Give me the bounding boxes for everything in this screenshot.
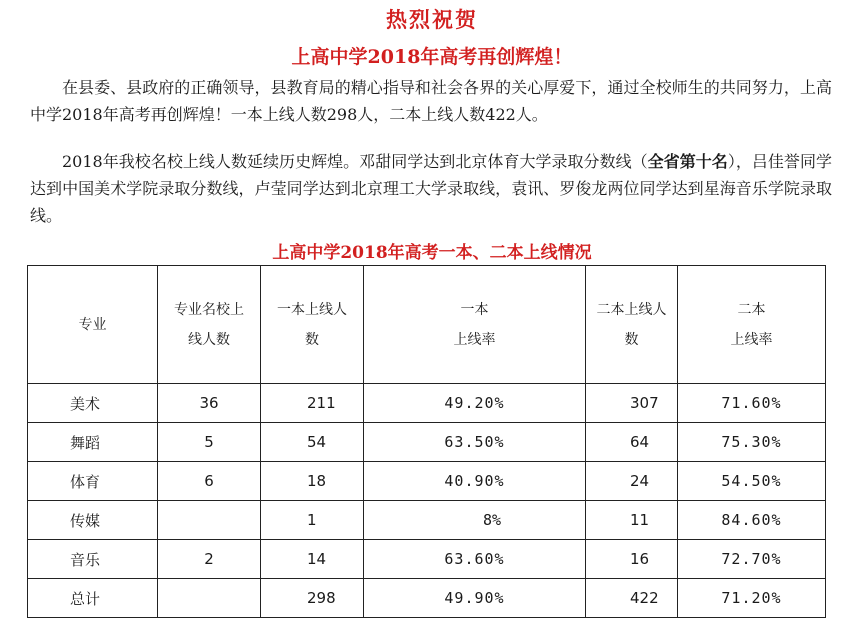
header-tier2-rate-line2: 上线率 [730, 331, 773, 348]
cell-tier1-count: 1 [261, 501, 364, 540]
cell-tier1-count: 298 [261, 579, 364, 618]
table-title: 上高中学2018年高考一本、二本上线情况 [272, 243, 592, 263]
table-row [28, 540, 826, 579]
cell-tier2-count: 64 [586, 423, 678, 462]
cell-tier1-rate: 40.90% [364, 462, 586, 501]
cell-tier2-rate: 84.60% [678, 501, 826, 540]
header-tier2-rate-line1: 二本 [737, 301, 766, 318]
intro-paragraph: 在县委、县政府的正确领导，县教育局的精心指导和社会各界的关心厚爱下，通过全校师生的共同努力，上高中学2018年高考再创辉煌！一本上线人数298人，二本上线人数422人。 [30, 78, 832, 124]
cell-tier2-rate: 71.20% [678, 579, 826, 618]
header-elite-count [158, 266, 261, 384]
table-row [28, 462, 826, 501]
elite-paragraph-part1: 2018年我校名校上线人数延续历史辉煌。邓甜同学达到北京体育大学录取分数线（ [62, 152, 648, 171]
cell-tier2-count: 422 [586, 579, 678, 618]
page-title: 热烈祝贺 [386, 7, 478, 32]
header-tier2-count-line2: 数 [624, 331, 639, 348]
header-tier2-rate [678, 266, 826, 384]
cell-tier2-count: 24 [586, 462, 678, 501]
cell-tier1-count: 54 [261, 423, 364, 462]
header-tier1-rate-line1: 一本 [460, 301, 489, 318]
cell-tier2-count: 307 [586, 384, 678, 423]
header-elite-line1: 专业名校上 [174, 301, 244, 318]
header-tier1-rate [364, 266, 586, 384]
cell-tier2-count: 11 [586, 501, 678, 540]
cell-elite: 6 [158, 462, 261, 501]
table-header-row [28, 266, 826, 384]
cell-tier1-rate: 8% [364, 501, 586, 540]
cell-tier2-rate: 71.60% [678, 384, 826, 423]
header-tier2-count [586, 266, 678, 384]
cell-major: 舞蹈 [28, 423, 158, 462]
cell-elite [158, 501, 261, 540]
elite-paragraph-highlight: 全省第十名 [647, 152, 728, 171]
elite-paragraph [30, 148, 832, 229]
cell-tier1-rate: 49.90% [364, 579, 586, 618]
cell-tier1-rate: 63.60% [364, 540, 586, 579]
header-tier1-count-line1: 一本上线人 [277, 301, 347, 318]
elite-paragraph-part2: ），吕佳誉同学达到中国美术学院录取分数线，卢莹同学达到北京理工大学录取线，袁讯、罗俊龙两位同学达到星海音乐学院录取线。 [30, 152, 832, 225]
cell-tier1-count: 18 [261, 462, 364, 501]
results-table [27, 265, 826, 618]
cell-major: 音乐 [28, 540, 158, 579]
header-major: 专业 [28, 266, 158, 384]
cell-tier2-count: 16 [586, 540, 678, 579]
cell-tier1-rate: 63.50% [364, 423, 586, 462]
cell-major: 传媒 [28, 501, 158, 540]
header-tier2-count-line1: 二本上线人 [596, 301, 667, 318]
cell-elite: 2 [158, 540, 261, 579]
cell-major: 美术 [28, 384, 158, 423]
page-subtitle: 上高中学2018年高考再创辉煌！ [291, 46, 573, 68]
cell-elite: 36 [158, 384, 261, 423]
header-tier1-count [261, 266, 364, 384]
table-row [28, 423, 826, 462]
table-row [28, 501, 826, 540]
cell-tier1-rate: 49.20% [364, 384, 586, 423]
cell-elite: 5 [158, 423, 261, 462]
cell-tier1-count: 14 [261, 540, 364, 579]
cell-tier2-rate: 72.70% [678, 540, 826, 579]
cell-major: 总计 [28, 579, 158, 618]
header-tier1-count-line2: 数 [305, 331, 319, 348]
cell-elite [158, 579, 261, 618]
header-elite-line2: 线人数 [188, 331, 230, 348]
table-row-total [28, 579, 826, 618]
cell-tier1-count: 211 [261, 384, 364, 423]
table-row [28, 384, 826, 423]
cell-major: 体育 [28, 462, 158, 501]
header-tier1-rate-line2: 上线率 [453, 331, 496, 348]
cell-tier2-rate: 75.30% [678, 423, 826, 462]
cell-tier2-rate: 54.50% [678, 462, 826, 501]
